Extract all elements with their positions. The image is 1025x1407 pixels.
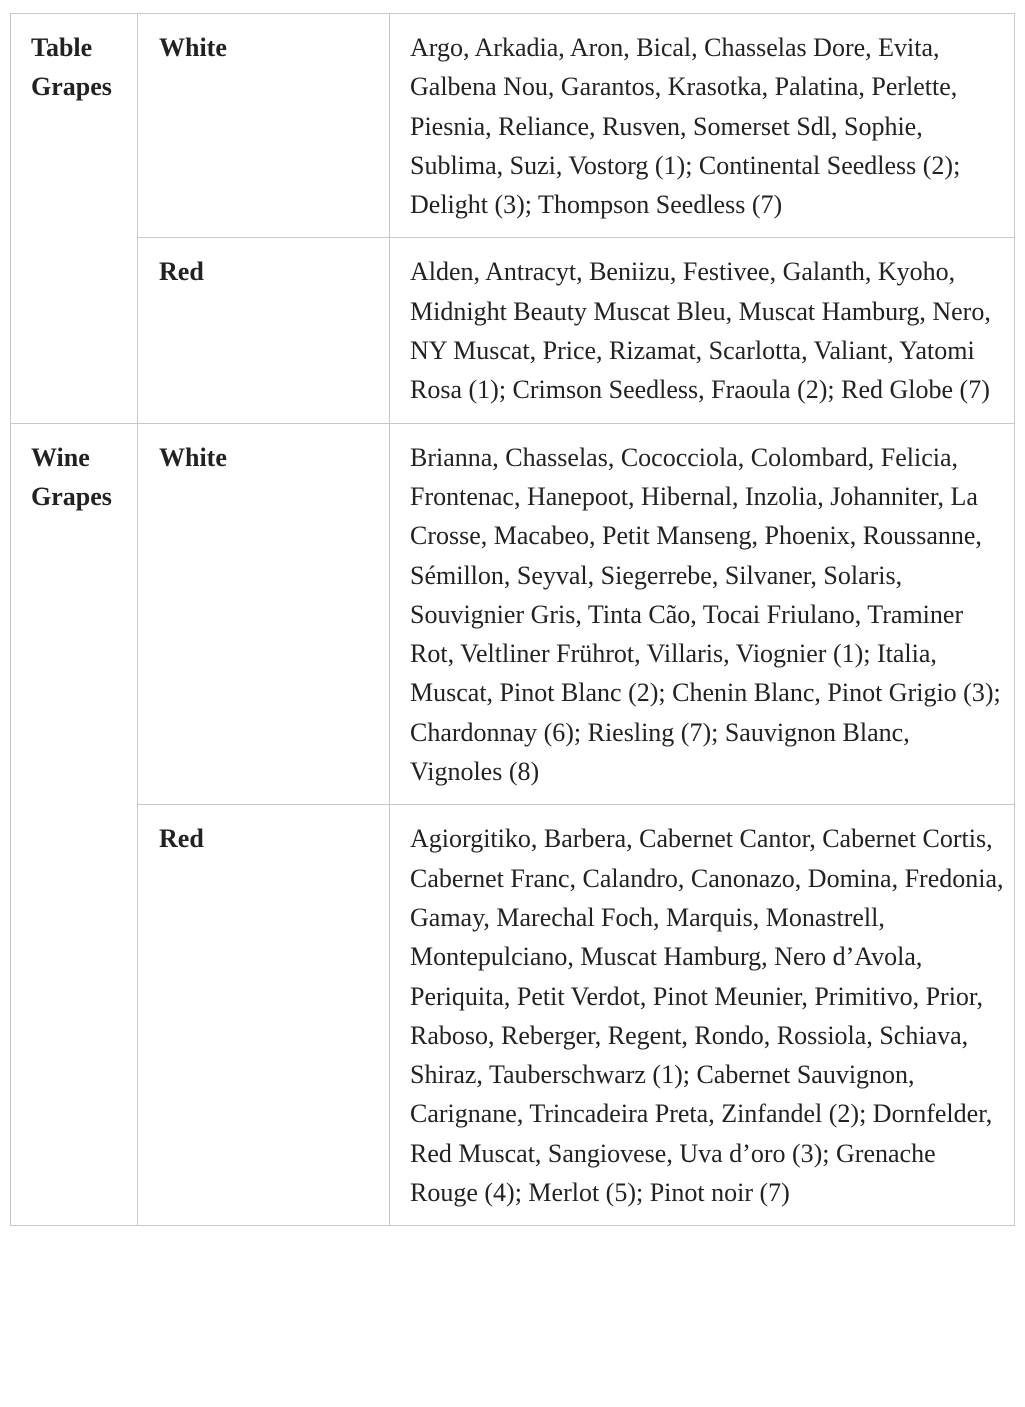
varieties-cell: Brianna, Chasselas, Cococciola, Colombard, Felicia, Frontenac, Hanepoot, Hibernal, Inzolia, Johanniter, La Crosse, Macabeo, Petit Manseng, Phoenix, Roussanne, Sémillon, Seyval, Siegerrebe, Silvaner, Solaris, Souvignier Gris, Tinta Cão, Tocai Friulano, Traminer Rot, Veltliner Frührot, Villaris, Viognier (1); Italia, Muscat, Pinot Blanc (2); Chenin Blanc, Pinot Grigio (3); Chardonnay (6); Riesling (7); Sauvignon Blanc, Vignoles (8) [390,423,1015,805]
color-cell [138,805,390,1226]
color-label: White [159,442,227,472]
group-label-line: Grapes [31,481,112,511]
varieties-cell: Alden, Antracyt, Beniizu, Festivee, Galanth, Kyoho, Midnight Beauty Muscat Bleu, Muscat Hamburg, Nero, NY Muscat, Price, Rizamat, Scarlotta, Valiant, Yatomi Rosa (1); Crimson Seedless, Fraoula (2); Red Globe (7) [390,238,1015,423]
group-cell-wine-grapes [11,423,138,1226]
varieties-cell: Argo, Arkadia, Aron, Bical, Chasselas Dore, Evita, Galbena Nou, Garantos, Krasotka, Palatina, Perlette, Piesnia, Reliance, Rusven, Somerset Sdl, Sophie, Sublima, Suzi, Vostorg (1); Continental Seedless (2); Delight (3); Thompson Seedless (7) [390,14,1015,238]
group-label-line: Table [31,33,93,62]
color-label: Red [159,257,204,287]
varieties-cell: Agiorgitiko, Barbera, Cabernet Cantor, Cabernet Cortis, Cabernet Franc, Calandro, Canonazo, Domina, Fredonia, Gamay, Marechal Foch, Marquis, Monastrell, Montepulciano, Muscat Hamburg, Nero d’Avola, Periquita, Petit Verdot, Pinot Meunier, Primitivo, Prior, Raboso, Reberger, Regent, Rondo, Rossiola, Schiava, Shiraz, Tauberschwarz (1); Cabernet Sauvignon, Carignane, Trincadeira Preta, Zinfandel (2); Dornfelder, Red Muscat, Sangiovese, Uva d’oro (3); Grenache Rouge (4); Merlot (5); Pinot noir (7) [390,805,1015,1226]
group-label-line: Wine [31,442,90,472]
color-label: Red [159,824,204,854]
color-label: White [159,33,227,62]
group-label-line: Grapes [31,72,112,102]
color-cell [138,14,390,238]
grape-varieties-table [10,13,1015,1226]
group-cell-table-grapes [11,14,138,424]
table-row [11,238,1015,423]
color-cell [138,238,390,423]
color-cell [138,423,390,805]
table-row [11,14,1015,238]
table-row [11,805,1015,1226]
table-row [11,423,1015,805]
